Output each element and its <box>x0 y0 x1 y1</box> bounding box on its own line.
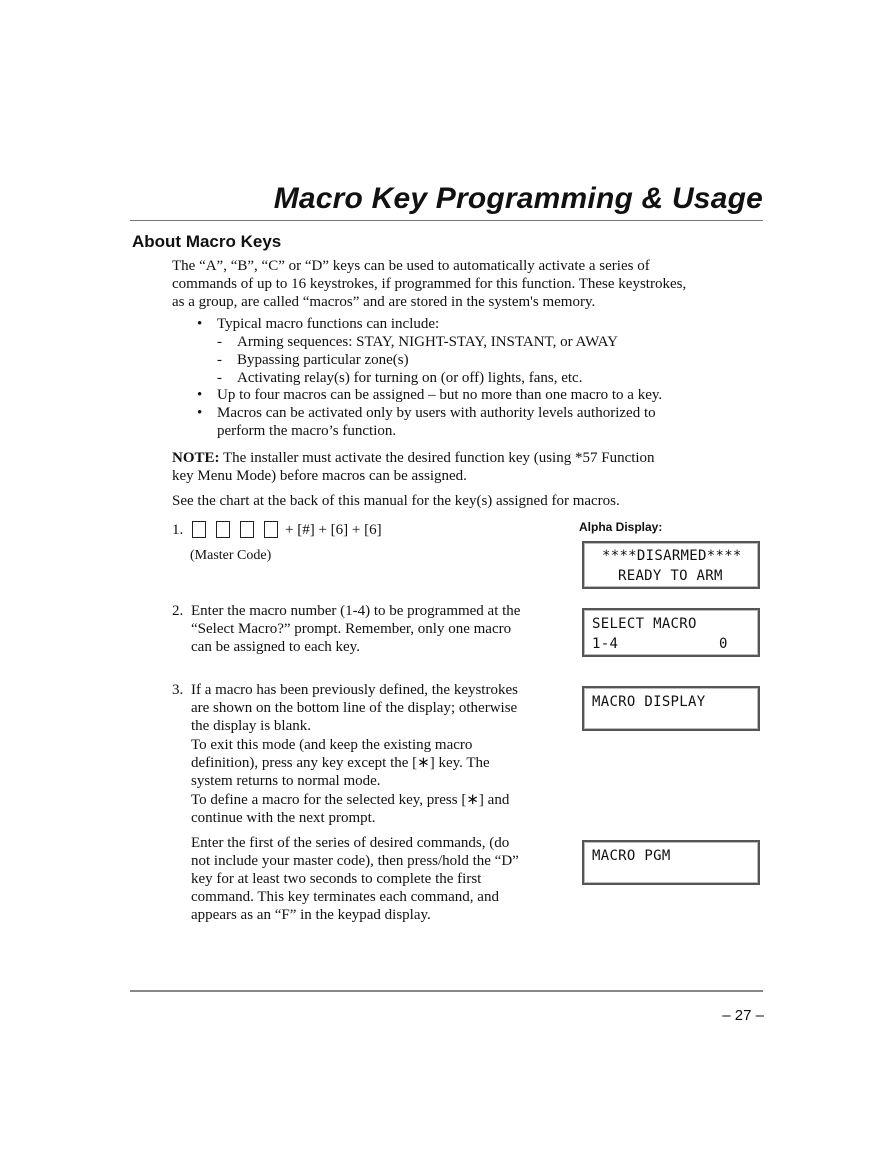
step-3b-line-5: appears as an “F” in the keypad display. <box>191 907 431 923</box>
step-3-line-6: system returns to normal mode. <box>191 773 381 789</box>
lcd-display-macro-display <box>582 686 760 731</box>
step-3b-line-1: Enter the first of the series of desired commands, (do <box>191 835 510 851</box>
lcd-line-1: SELECT MACRO <box>592 616 697 632</box>
code-digit-box <box>264 521 278 538</box>
dash-icon: - <box>217 352 222 368</box>
step-3-number: 3. <box>172 682 184 698</box>
sub-item-1: Arming sequences: STAY, NIGHT-STAY, INSTANT, or AWAY <box>237 334 618 350</box>
note-line-2: key Menu Mode) before macros can be assigned. <box>172 468 467 484</box>
title-divider <box>130 220 763 221</box>
lcd-line-2: 1-4 <box>592 636 619 652</box>
note-label: NOTE: <box>172 450 220 466</box>
bullet-icon: • <box>197 405 203 421</box>
alpha-display-label: Alpha Display: <box>579 520 663 534</box>
bullet-icon: • <box>197 316 203 332</box>
sub-item-2: Bypassing particular zone(s) <box>237 352 409 368</box>
step-2-line-1: Enter the macro number (1-4) to be programmed at the <box>191 603 521 619</box>
bullet-3-line-2: perform the macro’s function. <box>217 423 397 439</box>
code-digit-box <box>216 521 230 538</box>
step-1-keys: + [#] + [6] + [6] <box>285 522 382 538</box>
lcd-display-macro-pgm <box>582 840 760 885</box>
bullet-2-text: Up to four macros can be assigned – but no more than one macro to a key. <box>217 387 663 403</box>
step-3b-line-2: not include your master code), then press/hold the “D” <box>191 853 519 869</box>
bullet-1-text: Typical macro functions can include: <box>217 316 440 332</box>
master-code-caption: (Master Code) <box>190 548 272 563</box>
intro-line-1: The “A”, “B”, “C” or “D” keys can be used to automatically activate a series of <box>172 258 650 274</box>
code-digit-box <box>240 521 254 538</box>
lcd-line-1: MACRO PGM <box>592 848 671 864</box>
lcd-value: 0 <box>719 636 728 652</box>
step-2-line-2: “Select Macro?” prompt. Remember, only one macro <box>191 621 512 637</box>
page-number: – 27 – <box>722 1007 764 1024</box>
step-3-line-3: the display is blank. <box>191 718 311 734</box>
lcd-display-disarmed <box>582 541 760 589</box>
section-heading: About Macro Keys <box>132 232 282 251</box>
dash-icon: - <box>217 334 222 350</box>
step-2-number: 2. <box>172 603 184 619</box>
lcd-line-1: MACRO DISPLAY <box>592 694 706 710</box>
step-2-line-3: can be assigned to each key. <box>191 639 360 655</box>
note-text-1: The installer must activate the desired function key (using *57 Function <box>219 450 655 466</box>
intro-line-3: as a group, are called “macros” and are stored in the system's memory. <box>172 294 596 310</box>
step-3-line-2: are shown on the bottom line of the display; otherwise <box>191 700 518 716</box>
bullet-icon: • <box>197 387 203 403</box>
bullet-3-line-1: Macros can be activated only by users with authority levels authorized to <box>217 405 656 421</box>
step-1-number: 1. <box>172 522 184 538</box>
step-3-line-4: To exit this mode (and keep the existing macro <box>191 737 473 753</box>
step-3-line-7: To define a macro for the selected key, press [∗] and <box>191 792 510 808</box>
step-3b-line-3: key for at least two seconds to complete the first <box>191 871 482 887</box>
step-3-line-1: If a macro has been previously defined, the keystrokes <box>191 682 518 698</box>
step-3-line-8: continue with the next prompt. <box>191 810 376 826</box>
dash-icon: - <box>217 370 222 386</box>
lcd-display-select-macro <box>582 608 760 657</box>
step-3-line-5: definition), press any key except the [∗] key. The <box>191 755 490 771</box>
lcd-line-1: ****DISARMED**** <box>602 548 742 564</box>
step-3b-line-4: command. This key terminates each command, and <box>191 889 499 905</box>
see-chart-text: See the chart at the back of this manual for the key(s) assigned for macros. <box>172 493 620 509</box>
page-title: Macro Key Programming & Usage <box>273 182 763 215</box>
lcd-line-2: READY TO ARM <box>618 568 723 584</box>
footer-divider <box>130 990 763 992</box>
sub-item-3: Activating relay(s) for turning on (or off) lights, fans, etc. <box>237 370 583 386</box>
code-digit-box <box>192 521 206 538</box>
note-line-1 <box>172 450 762 468</box>
intro-line-2: commands of up to 16 keystrokes, if programmed for this function. These keystrokes, <box>172 276 687 292</box>
